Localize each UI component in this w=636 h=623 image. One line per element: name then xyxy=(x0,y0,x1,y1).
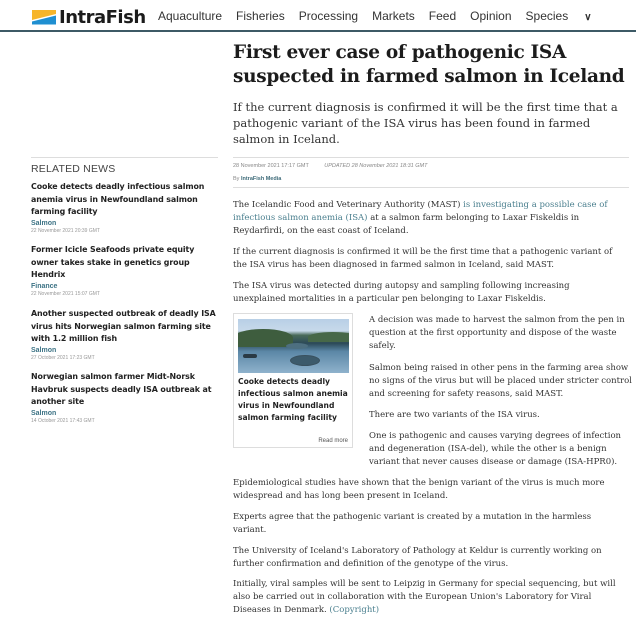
mast-investigation-link[interactable]: is investigating a possible case of infectious salmon anemia (ISA) xyxy=(233,200,608,223)
divider xyxy=(233,157,629,158)
related-headline[interactable]: Another suspected outbreak of deadly ISA virus hits Norwegian salmon farming site with 1.2 million fish xyxy=(31,309,216,343)
related-headline[interactable]: Norwegian salmon farmer Midt-Norsk Havbruk suspects deadly ISA outbreak at another site xyxy=(31,372,212,406)
divider xyxy=(233,187,629,188)
published-date: 28 November 2021 17:17 GMT xyxy=(233,163,309,169)
article-paragraph xyxy=(233,578,628,617)
card-headline[interactable]: Cooke detects deadly infectious salmon anemia virus in Newfoundland salmon farming facility xyxy=(238,377,348,422)
related-headline[interactable]: Former Icicle Seafoods private equity owner takes stake in genetics group Hendrix xyxy=(31,245,195,279)
logo-text: IntraFish xyxy=(59,6,146,28)
related-item[interactable] xyxy=(31,308,221,361)
related-date: 22 November 2021 15:07 GMT xyxy=(31,290,100,297)
related-date: 27 October 2021 17:23 GMT xyxy=(31,354,95,361)
related-category[interactable]: Finance xyxy=(31,282,58,290)
read-more-link[interactable]: Read more xyxy=(318,438,348,444)
nav-feed[interactable]: Feed xyxy=(428,9,457,23)
inline-related-card[interactable] xyxy=(233,313,353,448)
paragraph-text: at a salmon farm belonging to Laxar Fiskeldis in Reydarfirdi, on the east coast of Iceland. xyxy=(233,213,580,236)
related-category[interactable]: Salmon xyxy=(31,219,57,227)
article-paragraph: The University of Iceland's Laboratory of Pathology at Keldur is currently working on further confirmation and definition of the genotype of the virus. xyxy=(233,546,602,569)
related-category[interactable]: Salmon xyxy=(31,409,57,417)
paragraph-text: The Icelandic Food and Veterinary Authority (MAST) xyxy=(233,200,464,210)
salmon-farm-image[interactable] xyxy=(238,319,349,373)
related-headline[interactable]: Cooke detects deadly infectious salmon anemia virus in Newfoundland salmon farming facility xyxy=(31,182,205,216)
copyright-link[interactable]: (Copyright) xyxy=(329,605,380,615)
logo-mark-icon xyxy=(32,10,56,25)
divider xyxy=(31,157,218,158)
related-item[interactable] xyxy=(31,244,221,297)
byline-prefix: By xyxy=(233,176,241,182)
article-lead: If the current diagnosis is confirmed it will be the first time that a pathogenic variant of the ISA virus has been found in farmed salmon in Iceland. xyxy=(233,100,618,146)
related-category[interactable]: Salmon xyxy=(31,346,57,354)
article-paragraph: There are two variants of the ISA virus. xyxy=(369,410,540,420)
related-date: 14 October 2021 17:43 GMT xyxy=(31,417,95,424)
article-paragraph: Experts agree that the pathogenic variant is created by a mutation in the harmless variant. xyxy=(233,512,592,535)
paragraph-text: Initially, viral samples will be sent to Leipzig in Germany for special sequencing, but will also be carried out in collaboration with the European Union's Laboratory for Viral Diseases in Denmark. xyxy=(233,579,616,615)
intrafish-logo[interactable] xyxy=(32,7,146,27)
nav-processing[interactable]: Processing xyxy=(298,9,359,23)
nav-opinion[interactable]: Opinion xyxy=(470,9,512,23)
updated-date: UPDATED 28 November 2021 18:31 GMT xyxy=(324,163,428,169)
article-paragraph xyxy=(233,199,623,238)
article-paragraph: A decision was made to harvest the salmon from the pen in question at the first opportunity and dispose of the waste safely. xyxy=(369,315,625,351)
nav-markets[interactable]: Markets xyxy=(372,9,415,23)
article-paragraph: Salmon being raised in other pens in the farming area show no signs of the virus but will be placed under stricter control and screening for safety reasons, said MAST. xyxy=(369,363,632,399)
byline-author[interactable]: IntraFish Media xyxy=(240,176,282,182)
site-header xyxy=(0,0,636,32)
related-item[interactable] xyxy=(31,371,221,424)
related-item[interactable] xyxy=(31,181,221,234)
nav-fisheries[interactable]: Fisheries xyxy=(236,9,285,23)
article-paragraph: Epidemiological studies have shown that the benign variant of the virus is much more widespread and has long been present in Iceland. xyxy=(233,478,605,501)
chevron-down-icon: ∨ xyxy=(584,12,592,23)
nav-species-label: Species xyxy=(525,9,569,23)
article-paragraph: The ISA virus was detected during autopsy and sampling following increasing unexplained mortalities in a particular pen belonging to Laxar Fiskeldis. xyxy=(233,281,570,304)
article-title: First ever case of pathogenic ISA suspected in farmed salmon in Iceland xyxy=(233,42,625,87)
related-news-title: RELATED NEWS xyxy=(31,163,116,175)
nav-aquaculture[interactable]: Aquaculture xyxy=(158,9,223,23)
article-paragraph: If the current diagnosis is confirmed it will be the first time that a pathogenic variant of the ISA virus has been diagnosed in farmed salmon in Iceland, said MAST. xyxy=(233,247,613,270)
main-nav xyxy=(158,9,620,23)
article-paragraph: One is pathogenic and causes varying degrees of infection and degeneration (ISA-del), while the other is a benign variant that never causes disease or damage (ISA-HPR0). xyxy=(369,431,622,467)
nav-species[interactable] xyxy=(526,9,606,23)
article-dates xyxy=(233,163,428,169)
related-date: 22 November 2021 20:39 GMT xyxy=(31,227,100,234)
byline xyxy=(233,176,281,182)
